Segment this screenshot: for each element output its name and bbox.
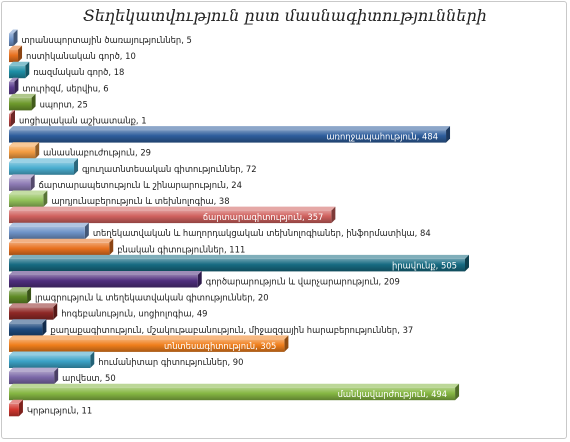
bar <box>9 82 14 95</box>
bar-data-label: հումանիտար գիտություններ, 90 <box>98 357 244 367</box>
bar-data-label: ոստիկանական գործ, 10 <box>26 51 136 62</box>
bar-group <box>9 46 136 63</box>
bar <box>9 275 198 288</box>
bar-top-face <box>9 94 36 98</box>
bar-top-face <box>9 271 202 275</box>
bar-group <box>9 62 124 78</box>
bar <box>9 291 27 304</box>
bar <box>9 307 53 320</box>
bar-data-label: իրավունք, 505 <box>392 260 457 271</box>
bar-group <box>9 287 269 304</box>
bar-data-label: սպորտ, 25 <box>39 99 88 110</box>
bar-group <box>9 400 92 417</box>
bar-group <box>9 368 116 385</box>
bar-data-label: անասնաբուժություն, 29 <box>43 147 151 158</box>
bar <box>9 195 43 208</box>
bar-group <box>9 239 245 256</box>
bar-top-face <box>9 174 35 178</box>
bar <box>9 404 19 417</box>
bar-group <box>9 352 243 369</box>
bar-top-face <box>9 352 94 356</box>
bar <box>9 372 54 385</box>
bar-group <box>9 191 230 208</box>
bar-data-label: քաղաքագիտություն, մշակութաբանություն, միջազգային հարաբերություններ, 37 <box>50 324 414 335</box>
bar-group <box>9 303 208 320</box>
bar-top-face <box>9 207 335 211</box>
bar-data-label: լրագրություն և տեղեկատվական գիտություններ, 20 <box>35 292 269 303</box>
bar-group <box>9 255 469 272</box>
bar <box>9 66 25 79</box>
bar-group <box>9 142 151 159</box>
bar-data-label: ռազմական գործ, 18 <box>33 67 125 78</box>
bar-group <box>9 271 400 288</box>
bar <box>9 114 11 127</box>
bar-data-label: բնական գիտություններ, 111 <box>117 244 246 255</box>
bar-group <box>9 78 109 95</box>
bar-data-label: տրանսպորտային ծառայություններ, 5 <box>21 35 192 45</box>
bar-data-label: սոցիալական աշխատանք, 1 <box>19 115 147 126</box>
bar-top-face <box>9 223 89 227</box>
bar <box>9 162 74 175</box>
bar <box>9 178 31 191</box>
bar-group <box>9 126 450 143</box>
bar <box>9 227 85 240</box>
bar-group <box>9 94 88 111</box>
bar-top-face <box>9 303 57 307</box>
bar-top-face <box>9 255 469 259</box>
bar <box>9 146 35 159</box>
bar-data-label: առողջապահություն, 484 <box>326 131 439 142</box>
bar-data-label: ճարտարագիտություն, 357 <box>202 212 324 223</box>
bar-top-face <box>9 368 58 372</box>
bar-data-label: տեղեկատվական և հաղորդակցական տեխնոլոգիաներ, ինֆորմատիկա, 84 <box>92 228 431 239</box>
bar-data-label: տուրիզմ, սերվիս, 6 <box>22 83 109 94</box>
bar-top-face <box>9 319 46 323</box>
bar-data-label: տնտեսագիտություն, 305 <box>164 340 277 351</box>
bar-top-face <box>9 335 288 339</box>
bar <box>9 323 42 336</box>
bar-top-face <box>9 142 39 146</box>
bar <box>9 243 109 256</box>
bar-group <box>9 335 288 352</box>
bar-data-label: գործարարություն և վարչարարություն, 209 <box>205 276 400 287</box>
bar <box>9 34 14 47</box>
bar-group <box>9 110 147 127</box>
bar-data-label: հոգեբանություն, սոցիոլոգիա, 49 <box>61 308 208 319</box>
bar-group <box>9 158 257 175</box>
bar-group <box>9 223 431 240</box>
bar-data-label: մանկավարժություն, 494 <box>337 389 448 400</box>
bar-data-label: արդյունաբերություն և տեխնոլոգիա, 38 <box>51 196 230 206</box>
bar-top-face <box>9 384 459 388</box>
bar-group <box>9 384 459 401</box>
bar-data-label: Կրթություն, 11 <box>26 405 93 416</box>
bar-top-face <box>9 239 113 243</box>
bar-top-face <box>9 191 47 195</box>
chart-title: Տեղեկատվություն ըստ մասնագիտությունների <box>83 6 487 25</box>
bar-data-label: ճարտարապետություն և շինարարություն, 24 <box>38 179 242 190</box>
bar-group <box>9 207 335 224</box>
bar <box>9 356 90 369</box>
bar-top-face <box>9 158 78 162</box>
bar-group <box>9 174 242 191</box>
bar-group <box>9 30 192 47</box>
bar-data-label: արվեստ, 50 <box>62 373 116 384</box>
bar <box>9 50 18 63</box>
bar-data-label: գյուղատնտեսական գիտություններ, 72 <box>82 163 257 174</box>
bar-top-face <box>9 126 450 130</box>
bar-group <box>9 319 413 336</box>
bar <box>9 98 32 111</box>
